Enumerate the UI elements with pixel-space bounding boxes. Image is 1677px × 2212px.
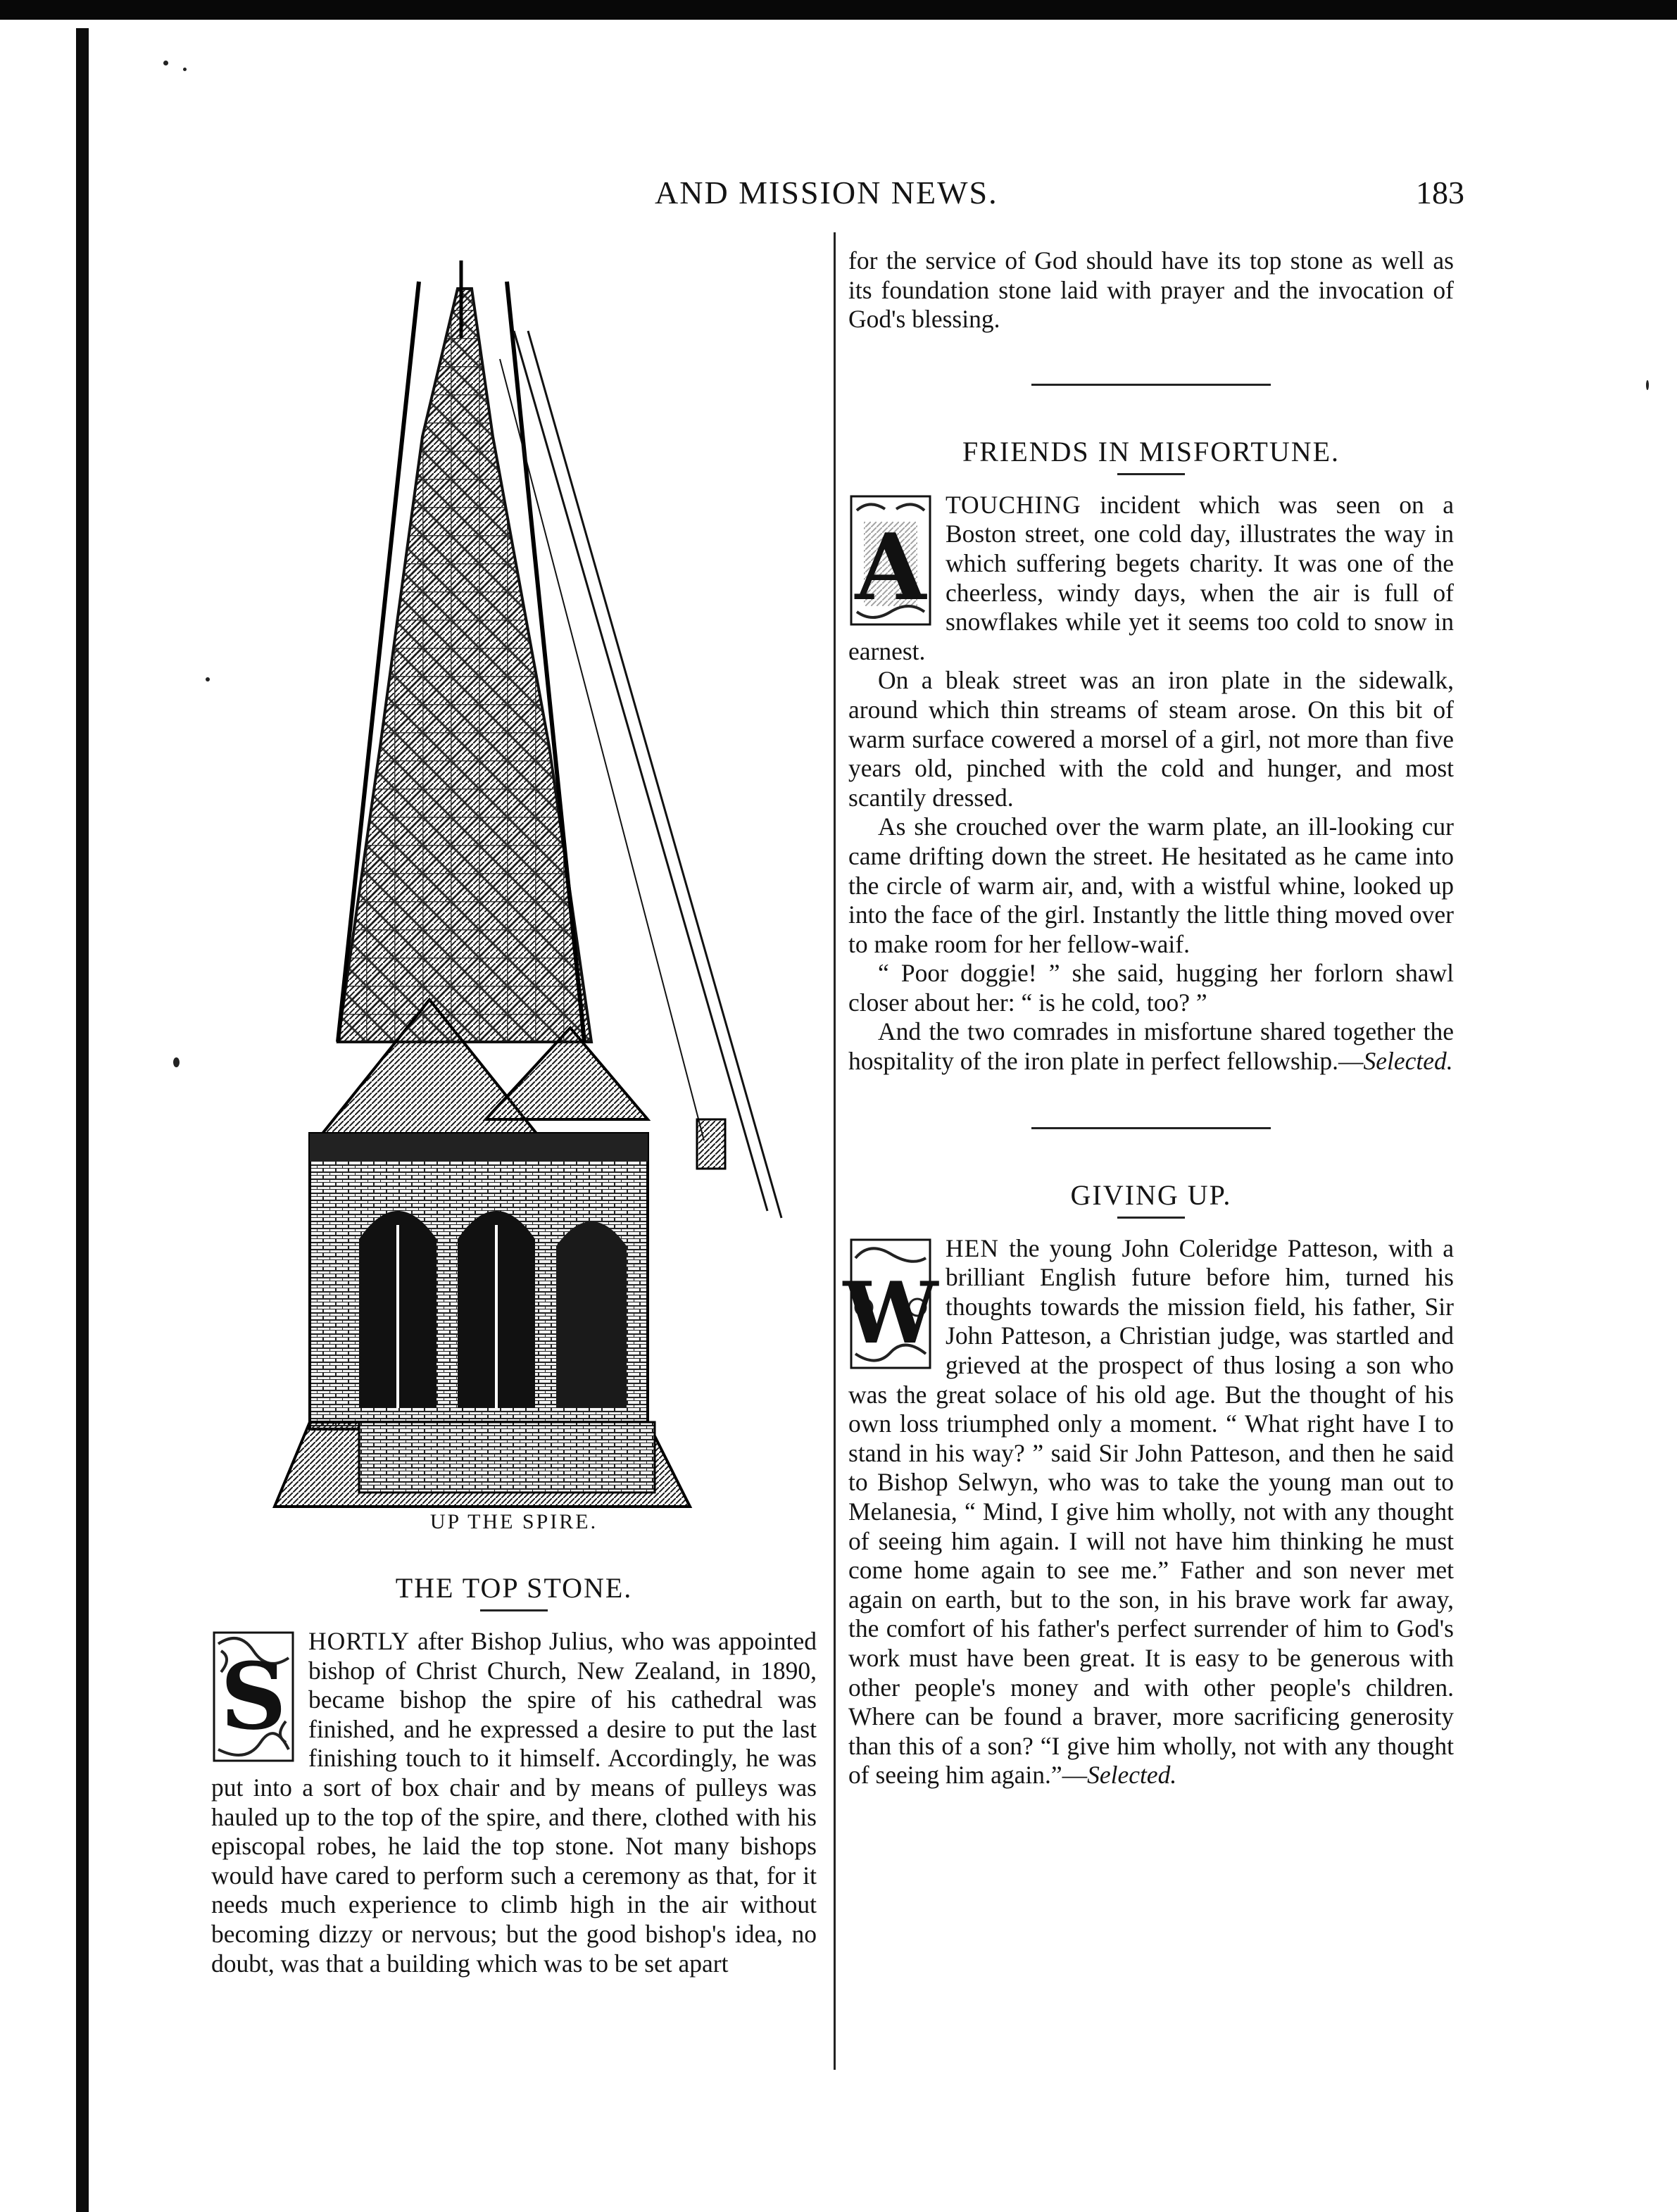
source-credit: Selected.: [1087, 1761, 1177, 1790]
scan-speck: [1646, 380, 1649, 390]
paragraph-text: And the two comrades in misfortune shared together the hospitality of the iron plate in perfect fellowship.—: [848, 1017, 1454, 1076]
article-top-stone: [211, 1570, 817, 1978]
scan-speck: [206, 677, 210, 681]
scan-speck: [163, 61, 168, 65]
ornamental-dropcap-a: [848, 494, 933, 627]
right-column: [843, 246, 1455, 1790]
scan-top-edge: [0, 0, 1677, 20]
running-head: AND MISSION NEWS.: [655, 175, 998, 210]
paragraph: [848, 1017, 1454, 1076]
ornament-w-icon: [843, 1237, 938, 1371]
scan-speck: [183, 68, 187, 71]
ornament-a-icon: [848, 494, 933, 627]
paragraph: On a bleak street was an iron plate in the sidewalk, around which thin streams of steam arose. On this bit of warm surface cowered a morsel of a girl, not more than five years old, pinched with the cold and hunger, and most scantily dressed.: [848, 666, 1454, 812]
svg-text:S: S: [220, 1642, 287, 1750]
paragraph-text: after Bishop Julius, who was appointed bishop of Christ Church, New Zealand, in 1890, became bishop the spire of his cathedral was finished, and he expressed a desire to put the last finishing touch to it himself. Accordingly, he was put into a sort of box chair and by means of pulleys was hauled up to the top of the spire, and there, clothed with his episcopal robes, he laid the top stone. Not many bishops would have cared to perform such a ceremony as that, for it needs much experience to climb high in the air without becoming dizzy or nervous; but the good bishop's idea, no doubt, was that a building which was to be set apart: [211, 1627, 817, 1978]
paragraph: [211, 1627, 817, 1978]
title-underline: [1117, 473, 1185, 475]
ornamental-dropcap-s: [211, 1630, 296, 1764]
lead-word: HORTLY: [308, 1627, 410, 1655]
paragraph: As she crouched over the warm plate, an ill-looking cur came drifting down the street. He hesitated as he came into the circle of warm air, and, with a wistful whine, looked up into the face of the girl. Instantly the little thing moved over to make room for her fellow-waif.: [848, 812, 1454, 958]
paragraph: [848, 491, 1454, 667]
figure-caption: UP THE SPIRE.: [429, 1510, 598, 1533]
paragraph: [848, 1234, 1454, 1790]
page-number: 183: [1416, 175, 1464, 210]
continuation-paragraph: for the service of God should have its top stone as well as its foundation stone laid with prayer and the invocation of God's blessing.: [848, 246, 1454, 334]
section-title-top-stone: THE TOP STONE.: [395, 1572, 633, 1604]
lead-word: HEN: [946, 1233, 999, 1262]
ornament-s-icon: [211, 1630, 296, 1764]
spire-engraving: [253, 253, 789, 1507]
svg-text:A: A: [855, 513, 927, 621]
svg-text:W: W: [843, 1263, 938, 1363]
ornamental-dropcap-w: [843, 1237, 938, 1371]
binding-edge: [76, 28, 89, 2212]
paragraph-text: incident which was seen on a Boston street, one cold day, illustrates the way in which suffering begets charity. It was one of the cheerless, windy days, when the air is full of snowflakes while yet it seems too cold to snow in earnest.: [848, 490, 1454, 665]
lead-word: TOUCHING: [946, 490, 1081, 519]
section-title-giving-up: GIVING UP.: [1070, 1179, 1232, 1211]
scan-speck: [173, 1057, 180, 1067]
source-credit: Selected.: [1363, 1047, 1453, 1076]
spire-illustration: [253, 253, 789, 1507]
title-underline: [1117, 1217, 1185, 1219]
paragraph: “ Poor doggie! ” she said, hugging her forlorn shawl closer about her: “ is he cold, too? ”: [848, 959, 1454, 1017]
title-underline: [480, 1609, 548, 1611]
paragraph-text: the young John Coleridge Patteson, with a brilliant English future before him, turned his thoughts towards the mission field, his father, Sir John Patteson, a Christian judge, was startled and grieved at the prospect of thus losing a son who was the great solace of his old age. But the thought of his own loss triumphed only a moment. “ What right have I to stand in his way? ” said Sir John Patteson, and then he said to Bishop Selwyn, who was to take the young man out to Melanesia, “ Mind, I give him wholly, not with any thought of seeing him again. I will not have him thinking he must come home again to see me.” Father and son never met again on earth, but to the son, in his brave work far away, the comfort of his father's perfect surrender of him to God's work must have been great. It is easy to be generous with other people's money and with other people's children. Where can be found a braver, more sacrificing generosity than this of a son? “I give him wholly, not with any thought of seeing him again.”—: [848, 1233, 1455, 1790]
column-divider: [834, 232, 836, 2070]
section-title-friends: FRIENDS IN MISFORTUNE.: [962, 435, 1340, 467]
page-header: [620, 172, 1464, 221]
